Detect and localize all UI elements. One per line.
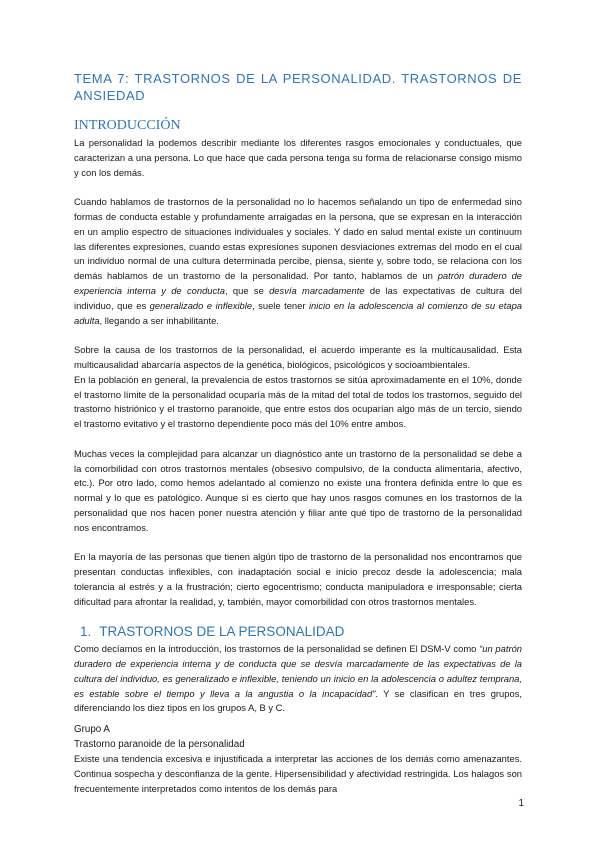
- section-1-title: TRASTORNOS DE LA PERSONALIDAD: [99, 624, 345, 640]
- intro-p2-emphasis-onset: inicio en la adolescencia al comienzo de su etapa adulta: [74, 299, 523, 326]
- section-1-text-end: . Y se clasifican en tres grupos, diferenciando los diez tipos en los grupos A, B y C.: [74, 687, 522, 714]
- intro-paragraph-1: La personalidad la podemos describir mediante los diferentes rasgos emocionales y conductuales, que caracterizan a una persona. Lo que hace que cada persona tenga su forma de relacionarse consigo mismo y con los demás.: [74, 137, 522, 178]
- group-a-label: Grupo A: [74, 724, 110, 736]
- section-1-text-start: Como decíamos en la introducción, los trastornos de la personalidad se definen El DSM-V como: [74, 643, 480, 655]
- intro-p2-emphasis-inflexible: generalizado e inflexible: [149, 299, 253, 311]
- section-1-dsm-quote: “un patrón duradero de experiencia interna y de conducta que se desvía marcadamente de las expectativas de la cultura del individuo, es generalizado e inflexible, teniendo un inicio en la adolescencia o adultez temprana, es estable sobre el tiempo y lleva a la angustia o la incapacidad”: [74, 643, 522, 699]
- intro-paragraph-2: [74, 195, 522, 328]
- section-1-number: 1.: [80, 624, 92, 640]
- intro-paragraph-4: En la población en general, la prevalencia de estos trastornos se sitúa aproximadamente en el 10%, donde el trastorno límite de la personalidad ocuparía más de la mitad del total de todos los trastornos, seguido del trastorno histriónico y el trastorno paranoide, que entre estos dos ocuparían algo más de un tercio, siendo el trastorno evitativo y el trastorno dependiente poco más del 10% entre ambos.: [74, 373, 522, 430]
- section-1-heading: [80, 624, 522, 640]
- intro-p2-text-d: , suele tener: [252, 299, 309, 311]
- paranoid-disorder-text: Existe una tendencia excesiva e injustificada a interpretar las acciones de los demás como amenazantes. Continua sospecha y desconfianza de la gente. Hipersensibilidad y afectividad restringida. Los halagos son frecuentemente interpretados como intentos de los demás para: [74, 753, 522, 794]
- intro-p2-text-e: , llegando a ser inhabilitante.: [99, 314, 219, 326]
- section-1-paragraph: [74, 642, 522, 716]
- paranoid-disorder-label: Trastorno paranoide de la personalidad: [74, 739, 245, 751]
- intro-p2-emphasis-deviates: desvía marcadamente: [269, 284, 365, 296]
- intro-p2-text-b: , que se: [225, 284, 270, 296]
- intro-paragraph-6: En la mayoría de las personas que tienen algún tipo de trastorno de la personalidad nos encontramos que presentan conductas inflexibles, con inadaptación social e inicio precoz desde la adolescencia; mala tolerancia al estrés y a la frustración; cierto egocentrismo; conducta manipuladora e irresponsable; cierta dificultad para afrontar la realidad, y, también, mayor comorbilidad con otros trastornos mentales.: [74, 551, 522, 607]
- intro-p2-emphasis-pattern: patrón duradero de experiencia interna y de conducta: [74, 270, 522, 296]
- intro-heading: INTRODUCCIÓN: [74, 118, 181, 133]
- intro-paragraph-3: Sobre la causa de los trastornos de la personalidad, el acuerdo imperante es la multicausalidad. Esta multicausalidad abarcaría aspectos de la genética, biológicos, psicológicos y socioambientales.: [74, 344, 522, 370]
- page-number: 1: [518, 798, 524, 809]
- intro-p2-text-a: Cuando hablamos de trastornos de la personalidad no lo hacemos señalando un tipo de enfermedad sino formas de conducta estable y profundamente arraigadas en la persona, que se expresan en la interacción en un amplio espectro de situaciones individuales y sociales. Y dado en salud mental existe un continuum las diferentes expresiones, cuando estas expresiones suponen desviaciones extremas del modo en el cual un individuo normal de una cultura determinada percibe, piensa, siente y, sobre todo, se relaciona con los demás hablamos de un trastorno de la personalidad. Por tanto, hablamos de un: [74, 196, 522, 282]
- document-title: TEMA 7: TRASTORNOS DE LA PERSONALIDAD. TRASTORNOS DE ANSIEDAD: [74, 71, 522, 103]
- intro-p2-text-c: de las expectativas de cultura del individuo, que es: [74, 284, 523, 311]
- intro-paragraph-5: Muchas veces la complejidad para alcanzar un diagnóstico ante un trastorno de la personalidad se debe a la comorbilidad con otros trastornos mentales (obsesivo compulsivo, de la conducta alimentaria, afectivo, etc.). Por otro lado, como hemos adelantado al comienzo no existe una frontera definida entre lo que es normal y lo que es patológico. Aunque sí es cierto que hay unos rasgos comunes en los trastornos de la personalidad que nos hacen poner nuestra atención y filiar ante qué tipo de trastorno de la personalidad nos encontramos.: [74, 447, 522, 533]
